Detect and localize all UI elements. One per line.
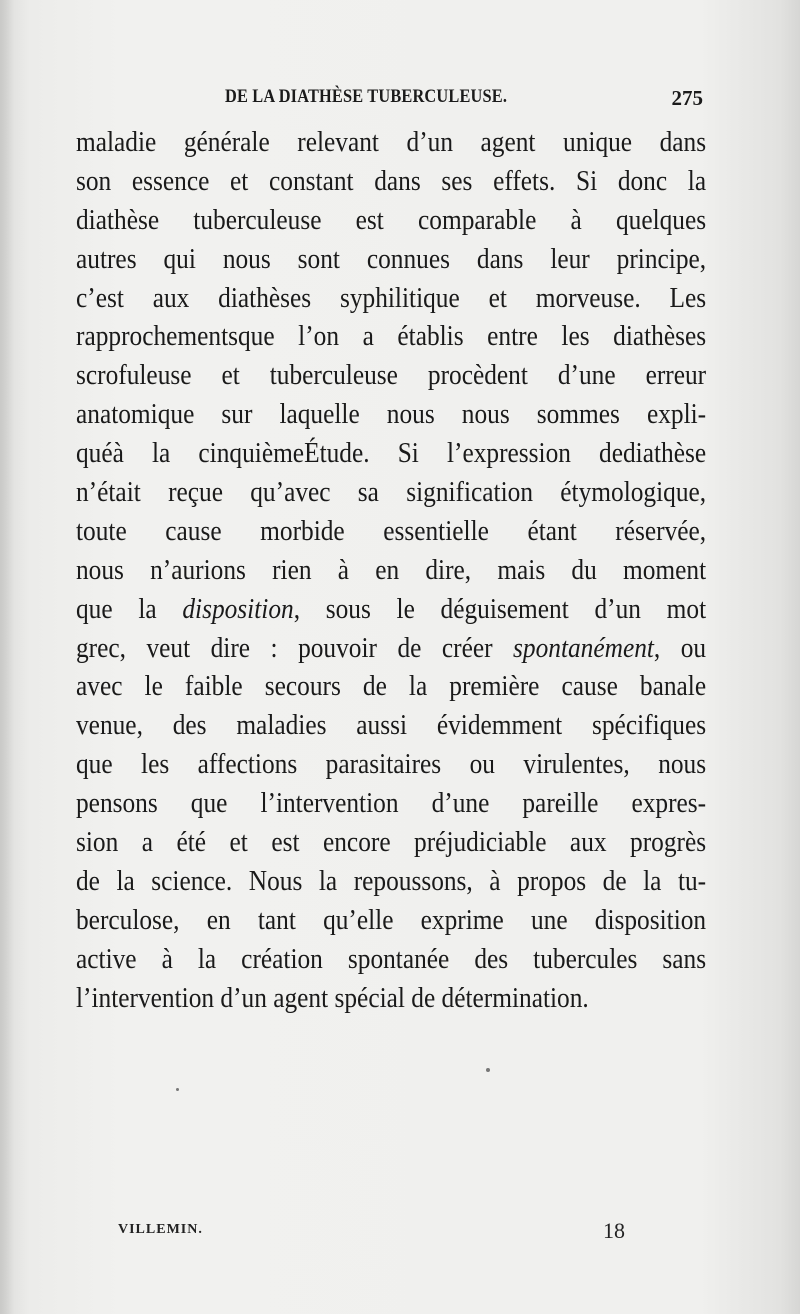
- text-line: son essence et constant dans ses effets. Si donc la: [76, 165, 707, 197]
- italic-word-disposition: disposition: [182, 593, 294, 625]
- body-text: [76, 124, 706, 1018]
- italic-word-spontanement: spontanément: [513, 632, 654, 664]
- running-title: DE LA DIATHÈSE TUBERCULEUSE.: [225, 86, 508, 107]
- text-line: de la science. Nous la repoussons, à propos de la tu-: [76, 865, 707, 897]
- text-line-italic-disposition: [76, 591, 706, 630]
- text-line: que les affections parasitaires ou virulentes, nous: [76, 749, 707, 781]
- binding-shadow: [0, 0, 14, 1314]
- text-fragment: , sous le déguisement d’un mot: [293, 593, 707, 625]
- text-fragment: que la: [76, 593, 183, 625]
- text-line: toute cause morbide essentielle étant réservée,: [76, 515, 707, 547]
- text-line: rapprochementsque l’on a établis entre les diathèses: [76, 321, 707, 353]
- text-line: anatomique sur laquelle nous nous sommes expli-: [76, 399, 707, 431]
- text-line: c’est aux diathèses syphilitique et morveuse. Les: [76, 282, 707, 314]
- text-line: nous n’aurions rien à en dire, mais du moment: [76, 554, 707, 586]
- text-line: quéà la cinquièmeÉtude. Si l’expression dediathèse: [76, 438, 707, 470]
- signature-mark: VILLEMIN.: [118, 1222, 203, 1237]
- text-line: maladie générale relevant d’un agent unique dans: [76, 127, 707, 158]
- text-fragment: grec, veut dire : pouvoir de créer: [76, 632, 514, 664]
- page-header: [225, 84, 705, 114]
- text-line: active à la création spontanée des tubercules sans: [76, 943, 707, 975]
- text-line: diathèse tuberculeuse est comparable à quelques: [76, 204, 707, 236]
- sheet-number: 18: [603, 1218, 625, 1243]
- text-line: venue, des maladies aussi évidemment spécifiques: [76, 710, 707, 742]
- text-line: berculose, en tant qu’elle exprime une disposition: [76, 904, 707, 936]
- text-line: sion a été et est encore préjudiciable aux progrès: [76, 827, 707, 859]
- ink-speck: [486, 1068, 490, 1072]
- ink-speck: [176, 1088, 179, 1091]
- text-line: pensons que l’intervention d’une pareille expres-: [76, 788, 707, 820]
- text-line: scrofuleuse et tuberculeuse procèdent d’une erreur: [76, 360, 707, 392]
- page-number: 275: [671, 86, 703, 110]
- text-line: autres qui nous sont connues dans leur principe,: [76, 243, 707, 275]
- text-line: avec le faible secours de la première cause banale: [76, 671, 707, 703]
- text-line-italic-spontanement: [76, 630, 706, 669]
- text-fragment: , ou: [653, 632, 707, 664]
- text-line: n’était reçue qu’avec sa signification étymologique,: [76, 477, 707, 509]
- text-line: l’intervention d’un agent spécial de détermination.: [76, 982, 589, 1014]
